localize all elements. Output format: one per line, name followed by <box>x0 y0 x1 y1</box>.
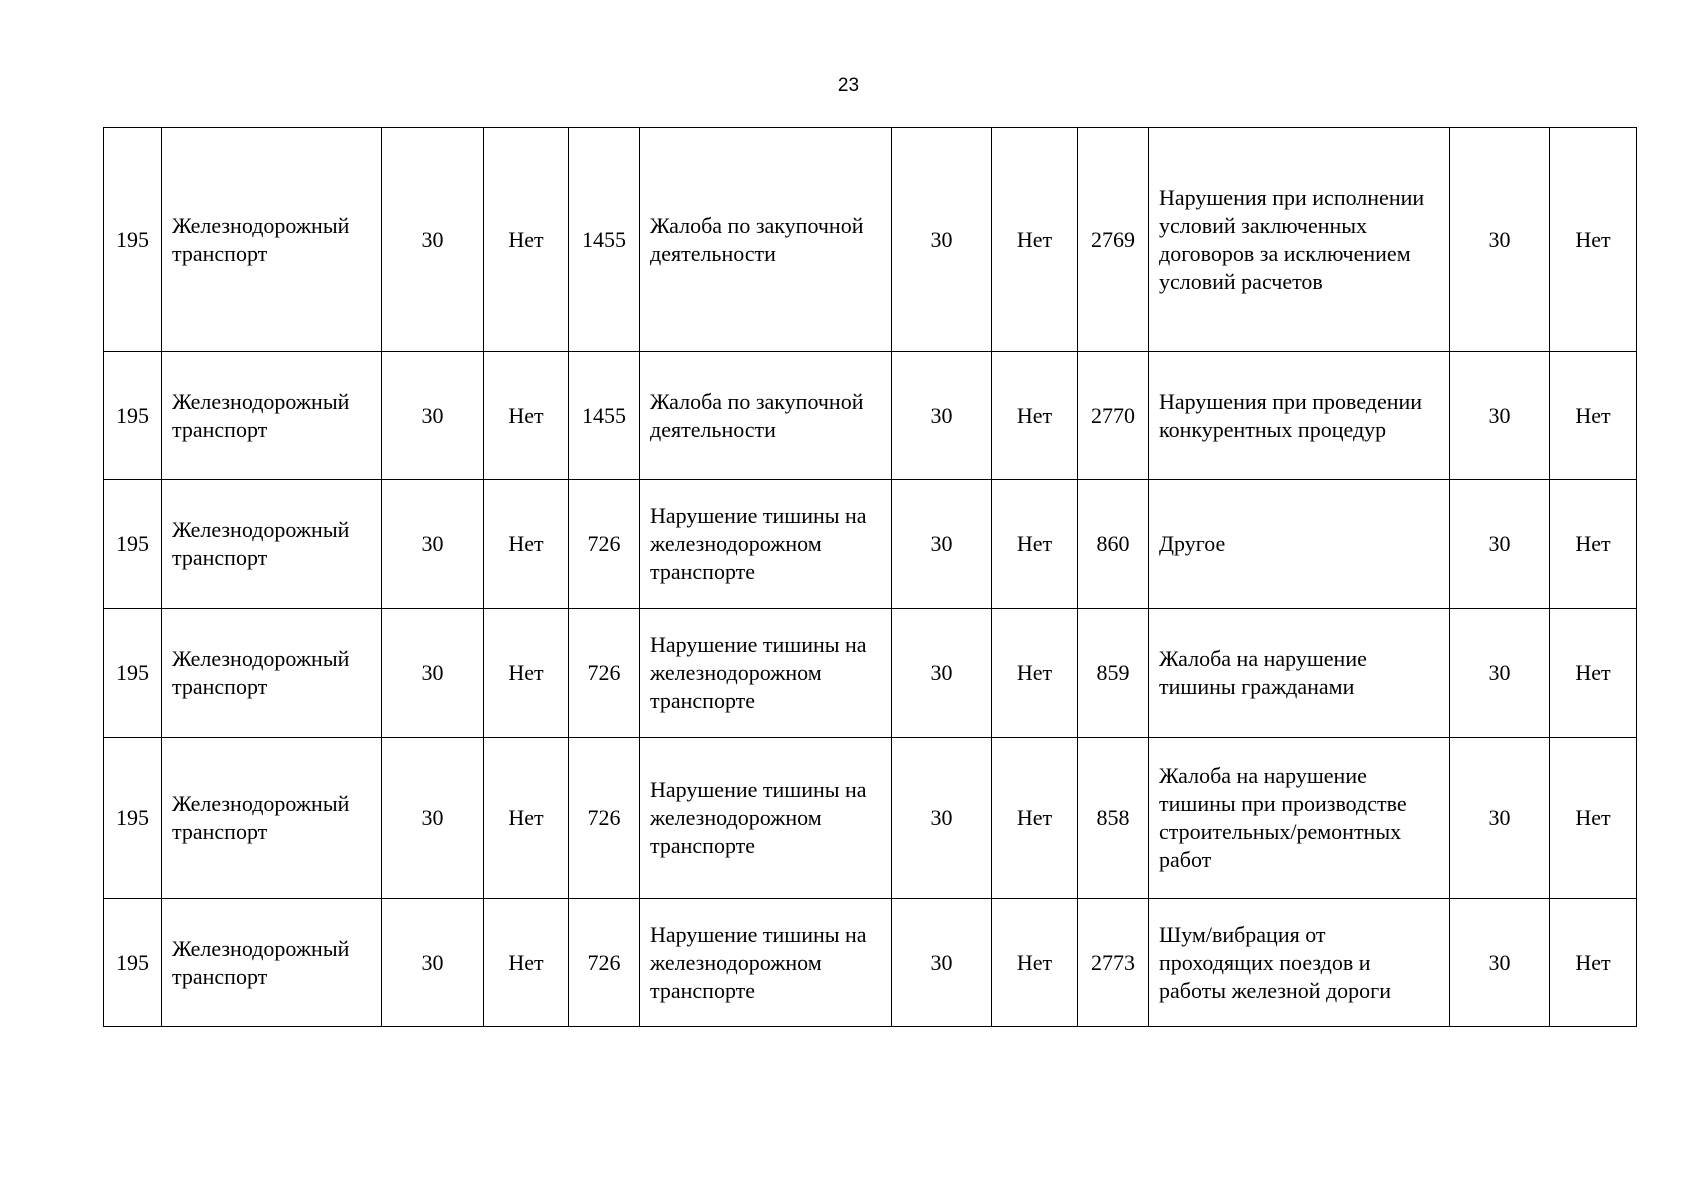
cell-topic-days: 30 <box>892 899 992 1027</box>
cell-subtopic: Жалоба на нарушение тишины при производстве строительных/ремонтных работ <box>1149 738 1450 899</box>
cell-subtopic-code: 859 <box>1078 609 1149 738</box>
cell-subtopic-days: 30 <box>1450 352 1550 480</box>
cell-subtopic-code: 858 <box>1078 738 1149 899</box>
cell-subtopic: Жалоба на нарушение тишины гражданами <box>1149 609 1450 738</box>
table-row <box>104 609 1637 738</box>
cell-topic: Нарушение тишины на железнодорожном транспорте <box>640 899 892 1027</box>
cell-code: 195 <box>104 352 162 480</box>
cell-topic-flag: Нет <box>992 352 1078 480</box>
cell-topic-days: 30 <box>892 738 992 899</box>
cell-days: 30 <box>382 899 484 1027</box>
cell-code: 195 <box>104 738 162 899</box>
cell-subtopic-flag: Нет <box>1550 352 1637 480</box>
cell-days: 30 <box>382 609 484 738</box>
cell-days: 30 <box>382 128 484 352</box>
cell-subtopic-days: 30 <box>1450 128 1550 352</box>
cell-subtopic-code: 2769 <box>1078 128 1149 352</box>
cell-subtopic: Другое <box>1149 480 1450 609</box>
cell-topic: Нарушение тишины на железнодорожном транспорте <box>640 738 892 899</box>
cell-topic-flag: Нет <box>992 738 1078 899</box>
cell-topic-days: 30 <box>892 352 992 480</box>
cell-code: 195 <box>104 128 162 352</box>
page-number: 23 <box>837 75 860 96</box>
cell-flag: Нет <box>484 128 569 352</box>
cell-topic-days: 30 <box>892 609 992 738</box>
cell-subtopic-code: 860 <box>1078 480 1149 609</box>
cell-category: Железнодорожный транспорт <box>162 738 382 899</box>
cell-subtopic: Нарушения при проведении конкурентных процедур <box>1149 352 1450 480</box>
cell-days: 30 <box>382 480 484 609</box>
cell-category: Железнодорожный транспорт <box>162 609 382 738</box>
cell-subtopic-flag: Нет <box>1550 609 1637 738</box>
cell-topic-code: 726 <box>569 899 640 1027</box>
data-table <box>103 127 1637 1027</box>
cell-topic: Нарушение тишины на железнодорожном транспорте <box>640 480 892 609</box>
cell-code: 195 <box>104 609 162 738</box>
cell-subtopic: Нарушения при исполнении условий заключенных договоров за исключением условий расчетов <box>1149 128 1450 352</box>
cell-flag: Нет <box>484 480 569 609</box>
cell-topic-days: 30 <box>892 480 992 609</box>
cell-subtopic-flag: Нет <box>1550 738 1637 899</box>
cell-flag: Нет <box>484 352 569 480</box>
cell-subtopic-code: 2773 <box>1078 899 1149 1027</box>
cell-subtopic-days: 30 <box>1450 609 1550 738</box>
cell-code: 195 <box>104 480 162 609</box>
cell-subtopic: Шум/вибрация от проходящих поездов и работы железной дороги <box>1149 899 1450 1027</box>
cell-subtopic-code: 2770 <box>1078 352 1149 480</box>
cell-subtopic-days: 30 <box>1450 480 1550 609</box>
cell-topic: Жалоба по закупочной деятельности <box>640 128 892 352</box>
cell-subtopic-days: 30 <box>1450 899 1550 1027</box>
table-row <box>104 899 1637 1027</box>
cell-days: 30 <box>382 738 484 899</box>
cell-topic-flag: Нет <box>992 609 1078 738</box>
cell-topic-flag: Нет <box>992 899 1078 1027</box>
cell-subtopic-flag: Нет <box>1550 128 1637 352</box>
cell-topic-code: 726 <box>569 609 640 738</box>
cell-subtopic-flag: Нет <box>1550 899 1637 1027</box>
cell-flag: Нет <box>484 899 569 1027</box>
cell-category: Железнодорожный транспорт <box>162 480 382 609</box>
cell-flag: Нет <box>484 609 569 738</box>
table-row <box>104 738 1637 899</box>
cell-topic-code: 726 <box>569 480 640 609</box>
cell-category: Железнодорожный транспорт <box>162 128 382 352</box>
table-row <box>104 352 1637 480</box>
cell-category: Железнодорожный транспорт <box>162 899 382 1027</box>
cell-subtopic-flag: Нет <box>1550 480 1637 609</box>
cell-category: Железнодорожный транспорт <box>162 352 382 480</box>
cell-flag: Нет <box>484 738 569 899</box>
cell-topic-flag: Нет <box>992 128 1078 352</box>
cell-topic-code: 726 <box>569 738 640 899</box>
table-row <box>104 480 1637 609</box>
cell-code: 195 <box>104 899 162 1027</box>
cell-days: 30 <box>382 352 484 480</box>
cell-topic: Нарушение тишины на железнодорожном транспорте <box>640 609 892 738</box>
cell-topic: Жалоба по закупочной деятельности <box>640 352 892 480</box>
cell-topic-code: 1455 <box>569 352 640 480</box>
table-row <box>104 128 1637 352</box>
cell-subtopic-days: 30 <box>1450 738 1550 899</box>
cell-topic-days: 30 <box>892 128 992 352</box>
cell-topic-code: 1455 <box>569 128 640 352</box>
cell-topic-flag: Нет <box>992 480 1078 609</box>
